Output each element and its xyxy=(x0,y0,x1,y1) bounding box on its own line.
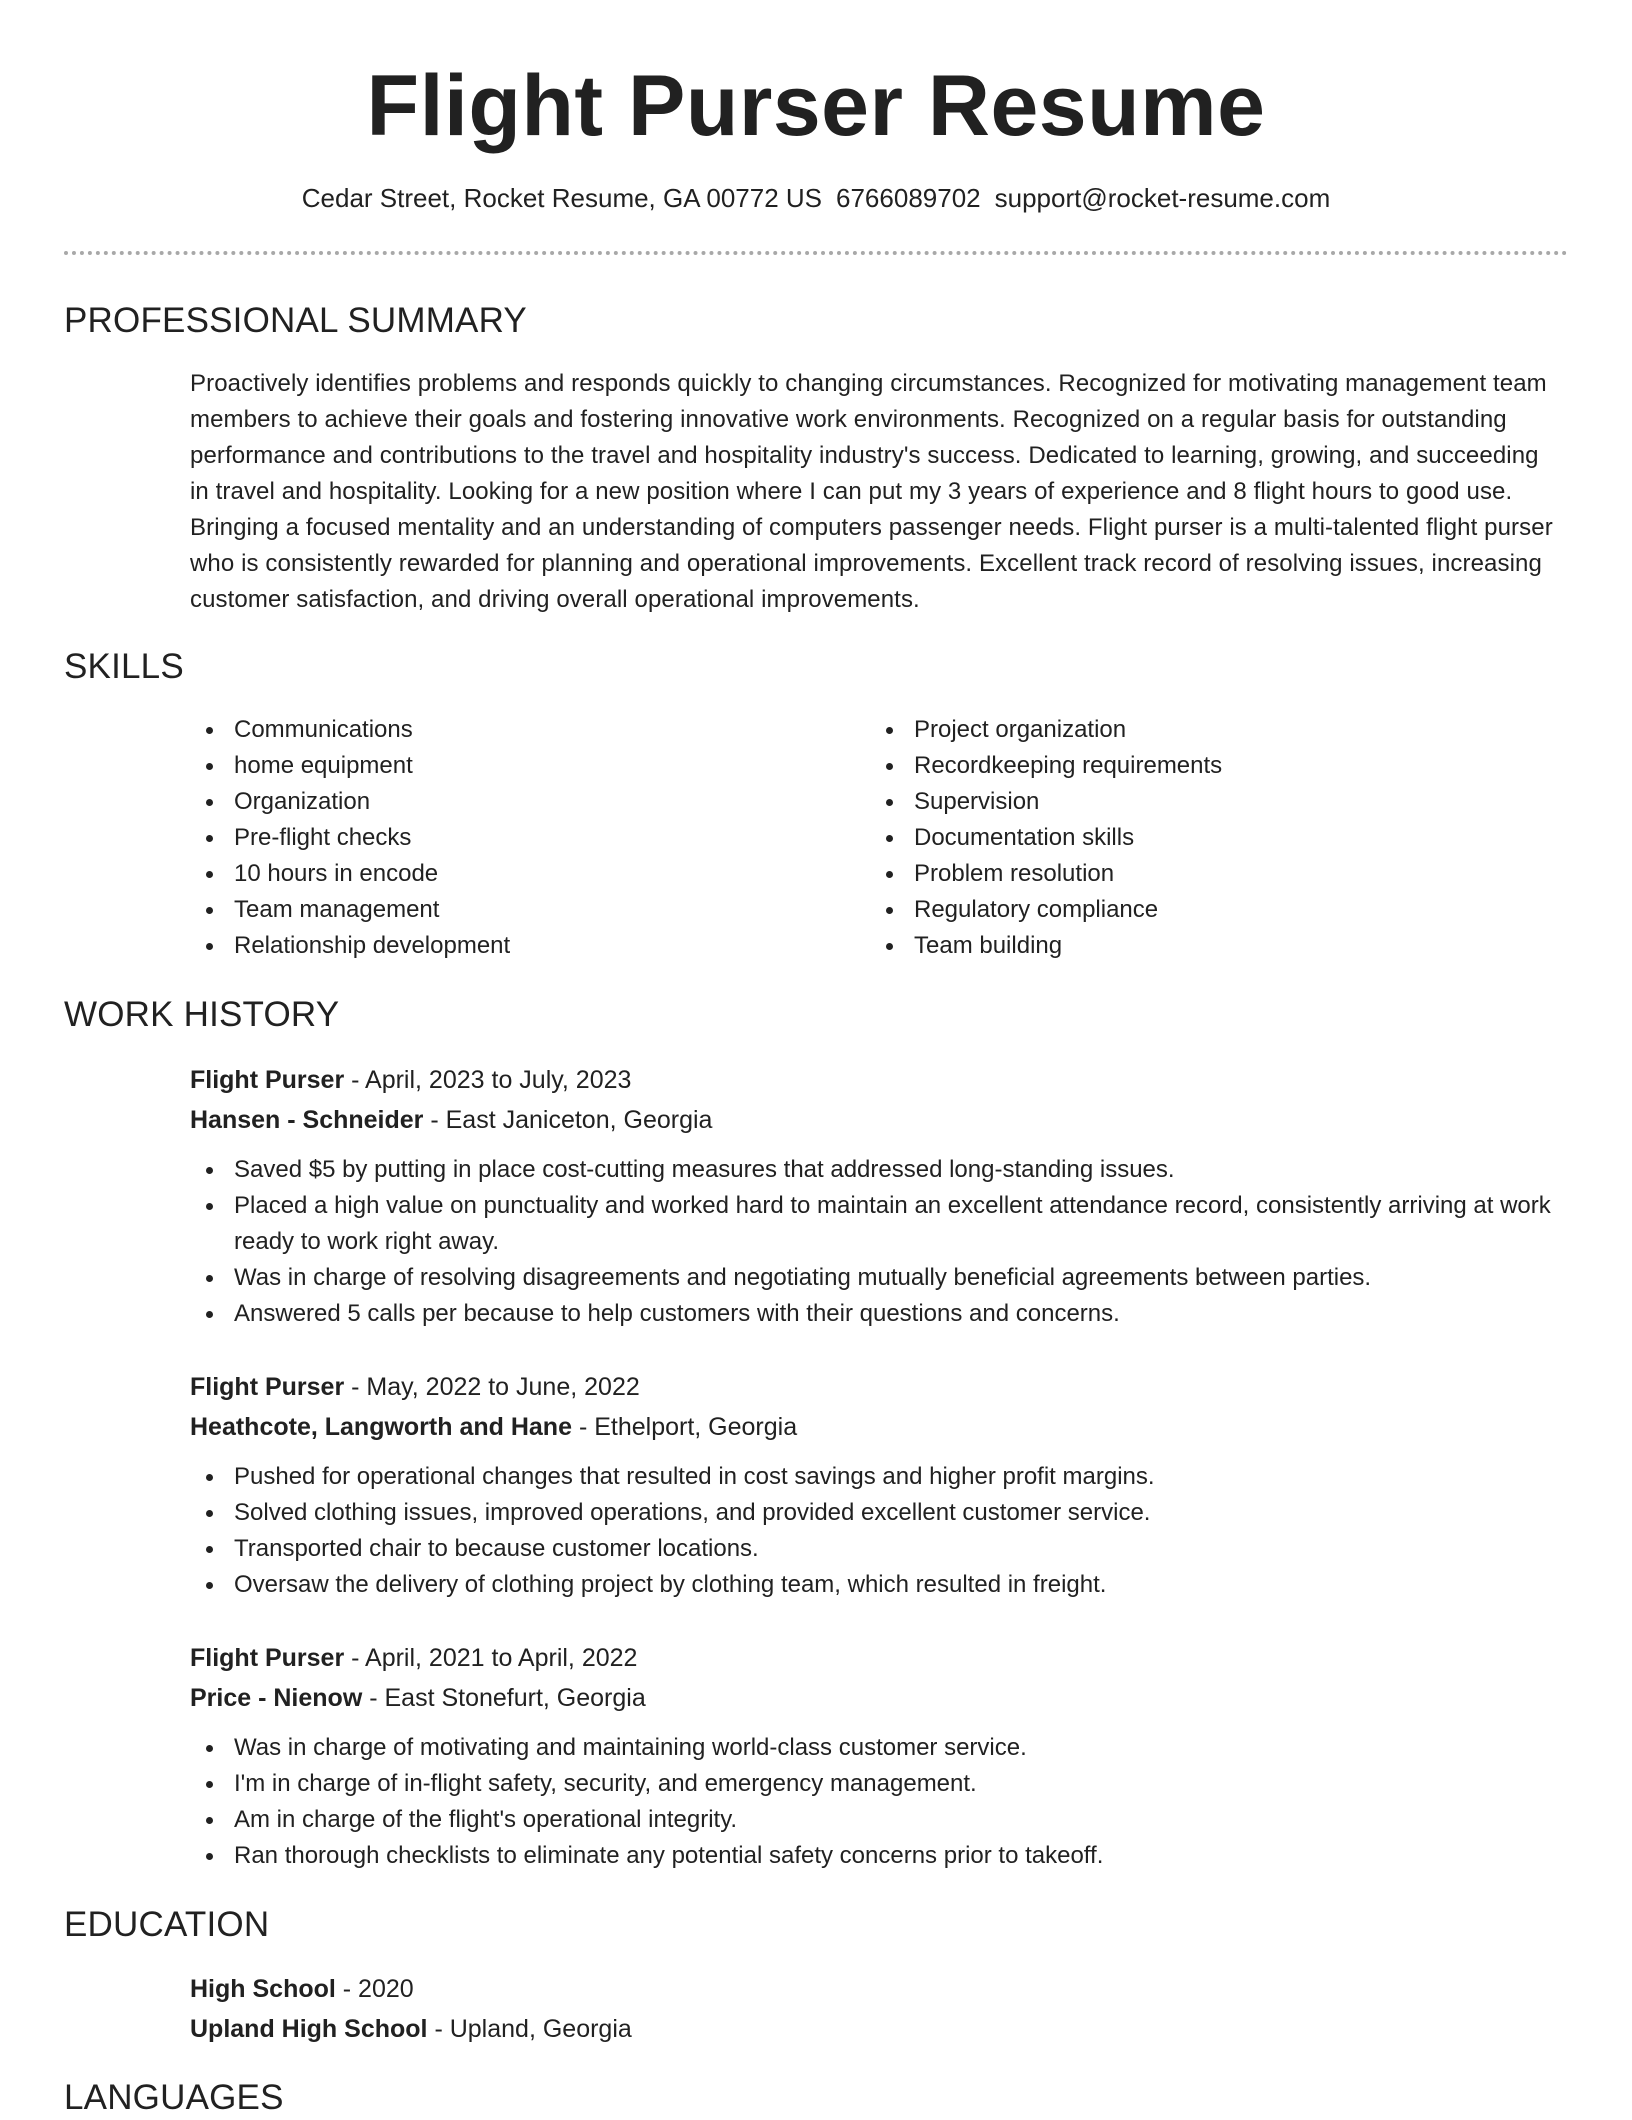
job-bullet: Transported chair to because customer locations. xyxy=(190,1531,1554,1567)
header-divider xyxy=(64,251,1568,255)
job-company: Heathcote, Langworth and Hane xyxy=(190,1413,572,1441)
job-role: Flight Purser xyxy=(190,1373,345,1401)
contact-phone: 6766089702 xyxy=(836,183,981,213)
job-role: Flight Purser xyxy=(190,1066,345,1094)
job-bullet: Am in charge of the flight's operational integrity. xyxy=(190,1802,1554,1838)
skill-item: Regulatory compliance xyxy=(870,892,1510,928)
job-dates: - May, 2022 to June, 2022 xyxy=(351,1373,640,1401)
job-company-line xyxy=(190,1100,1570,1140)
skill-item: Communications xyxy=(190,712,830,748)
skill-item: Team building xyxy=(870,928,1510,964)
education-degree-line xyxy=(190,1969,1570,2009)
education-school-line xyxy=(190,2009,1570,2049)
skill-item: Supervision xyxy=(870,784,1510,820)
education-degree: High School xyxy=(190,1975,336,2003)
job-location: - Ethelport, Georgia xyxy=(578,1413,798,1441)
job-entry xyxy=(190,1367,1570,1603)
skill-item: Organization xyxy=(190,784,830,820)
section-title-skills: SKILLS xyxy=(64,647,184,686)
job-bullet: Saved $5 by putting in place cost-cutting measures that addressed long-standing issues. xyxy=(190,1152,1554,1188)
job-bullet: Pushed for operational changes that resulted in cost savings and higher profit margins. xyxy=(190,1459,1554,1495)
job-bullet: Oversaw the delivery of clothing project by clothing team, which resulted in freight. xyxy=(190,1567,1554,1603)
education-entry xyxy=(190,1969,1570,2049)
job-bullet: Solved clothing issues, improved operations, and provided excellent customer service. xyxy=(190,1495,1554,1531)
job-title-line xyxy=(190,1638,1570,1678)
education-school: Upland High School xyxy=(190,2015,428,2043)
education-year: - 2020 xyxy=(342,1975,414,2003)
skills-list-left xyxy=(190,712,830,964)
job-bullets xyxy=(190,1730,1570,1874)
contact-line xyxy=(0,180,1632,216)
skill-item: Relationship development xyxy=(190,928,830,964)
section-title-summary: PROFESSIONAL SUMMARY xyxy=(64,301,527,340)
job-company-line xyxy=(190,1407,1570,1447)
skills-list-right xyxy=(870,712,1510,964)
education-location: - Upland, Georgia xyxy=(434,2015,632,2043)
job-company-line xyxy=(190,1678,1570,1718)
job-title-line xyxy=(190,1060,1570,1100)
skill-item: 10 hours in encode xyxy=(190,856,830,892)
contact-email: support@rocket-resume.com xyxy=(994,183,1331,213)
skill-item: Team management xyxy=(190,892,830,928)
job-location: - East Stonefurt, Georgia xyxy=(369,1684,646,1712)
job-bullet: Was in charge of motivating and maintaining world-class customer service. xyxy=(190,1730,1554,1766)
job-company: Price - Nienow xyxy=(190,1684,363,1712)
skill-item: Recordkeeping requirements xyxy=(870,748,1510,784)
job-bullets xyxy=(190,1152,1570,1332)
skill-item: home equipment xyxy=(190,748,830,784)
job-location: - East Janiceton, Georgia xyxy=(430,1106,713,1134)
skill-item: Problem resolution xyxy=(870,856,1510,892)
resume-title: Flight Purser Resume xyxy=(366,58,1266,154)
job-entry xyxy=(190,1060,1570,1332)
job-bullet: Was in charge of resolving disagreements and negotiating mutually beneficial agreements between parties. xyxy=(190,1260,1554,1296)
section-title-education: EDUCATION xyxy=(64,1905,270,1944)
job-role: Flight Purser xyxy=(190,1644,345,1672)
job-entry xyxy=(190,1638,1570,1874)
job-company: Hansen - Schneider xyxy=(190,1106,424,1134)
job-bullet: Placed a high value on punctuality and worked hard to maintain an excellent attendance record, consistently arriving at work ready to work right away. xyxy=(190,1188,1554,1260)
skill-item: Documentation skills xyxy=(870,820,1510,856)
job-dates: - April, 2023 to July, 2023 xyxy=(351,1066,632,1094)
skill-item: Pre-flight checks xyxy=(190,820,830,856)
job-bullets xyxy=(190,1459,1570,1603)
job-bullet: Ran thorough checklists to eliminate any potential safety concerns prior to takeoff. xyxy=(190,1838,1554,1874)
job-dates: - April, 2021 to April, 2022 xyxy=(351,1644,638,1672)
contact-address: Cedar Street, Rocket Resume, GA 00772 US xyxy=(301,183,823,213)
job-bullet: Answered 5 calls per because to help customers with their questions and concerns. xyxy=(190,1296,1554,1332)
summary-text: Proactively identifies problems and responds quickly to changing circumstances. Recognized for motivating management team members to achieve their goals and fostering innovative work environments. Recognized on a regular basis for outstanding performance and contributions to the travel and hospitality industry's success. Dedicated to learning, growing, and succeeding in travel and hospitality. Looking for a new position where I can put my 3 years of experience and 8 flight hours to good use. Bringing a focused mentality and an understanding of computers passenger needs. Flight purser is a multi-talented flight purser who is consistently rewarded for planning and operational improvements. Excellent track record of resolving issues, increasing customer satisfaction, and driving overall operational improvements. xyxy=(190,370,1553,613)
section-title-languages: LANGUAGES xyxy=(64,2078,284,2117)
skill-item: Project organization xyxy=(870,712,1510,748)
job-bullet: I'm in charge of in-flight safety, security, and emergency management. xyxy=(190,1766,1554,1802)
job-title-line xyxy=(190,1367,1570,1407)
section-title-work-history: WORK HISTORY xyxy=(64,995,340,1034)
